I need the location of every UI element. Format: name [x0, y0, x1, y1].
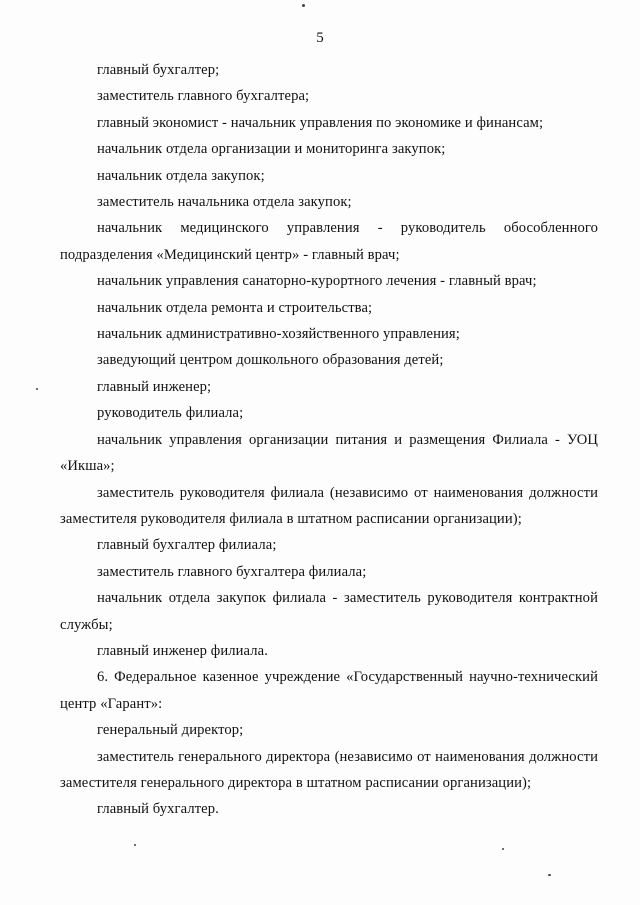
scan-speck: [36, 388, 38, 390]
list-item: начальник управления санаторно-курортного лечения - главный врач;: [97, 273, 537, 290]
scan-speck: [134, 844, 136, 846]
scan-speck: [502, 848, 504, 850]
list-item: заведующий центром дошкольного образования детей;: [97, 352, 444, 369]
list-item: начальник управления организации питания и размещения Филиала - УОЦ «Икша»;: [60, 431, 598, 475]
list-item: главный бухгалтер;: [97, 62, 220, 78]
list-item: заместитель генерального директора (независимо от наименования должности заместителя генерального директора в штатном расписании организации);: [60, 748, 598, 791]
list-item: главный бухгалтер филиала;: [97, 537, 277, 554]
list-item: начальник отдела закупок филиала - заместитель руководителя контрактной службы;: [60, 590, 598, 633]
list-item: главный инженер филиала.: [97, 642, 268, 659]
list-item: главный инженер;: [97, 378, 212, 395]
list-item: начальник административно-хозяйственного управления;: [97, 326, 460, 343]
list-item: главный бухгалтер.: [97, 801, 219, 818]
scan-speck: [548, 874, 551, 876]
list-item: руководитель филиала;: [97, 405, 244, 422]
list-item: начальник отдела ремонта и строительства;: [97, 299, 373, 316]
page-number: 5: [316, 30, 324, 46]
scan-speck: [302, 4, 305, 7]
list-item: заместитель главного бухгалтера филиала;: [97, 563, 367, 580]
section-heading: 6. Федеральное казенное учреждение «Государственный научно-технический центр «Гарант»:: [60, 669, 598, 712]
list-item: заместитель начальника отдела закупок;: [97, 194, 352, 211]
list-item: заместитель главного бухгалтера;: [97, 88, 310, 105]
list-item: генеральный директор;: [97, 722, 244, 739]
document-body: [60, 57, 598, 823]
list-item: начальник отдела организации и мониторинга закупок;: [97, 141, 446, 158]
list-item: заместитель руководителя филиала (независимо от наименования должности заместителя руководителя филиала в штатном расписании организации);: [60, 484, 598, 527]
list-item: главный экономист - начальник управления по экономике и финансам;: [97, 114, 544, 131]
list-item: начальник медицинского управления - руководитель обособленного подразделения «Медицинский центр» - главный врач;: [60, 220, 598, 263]
list-item: начальник отдела закупок;: [97, 167, 265, 184]
